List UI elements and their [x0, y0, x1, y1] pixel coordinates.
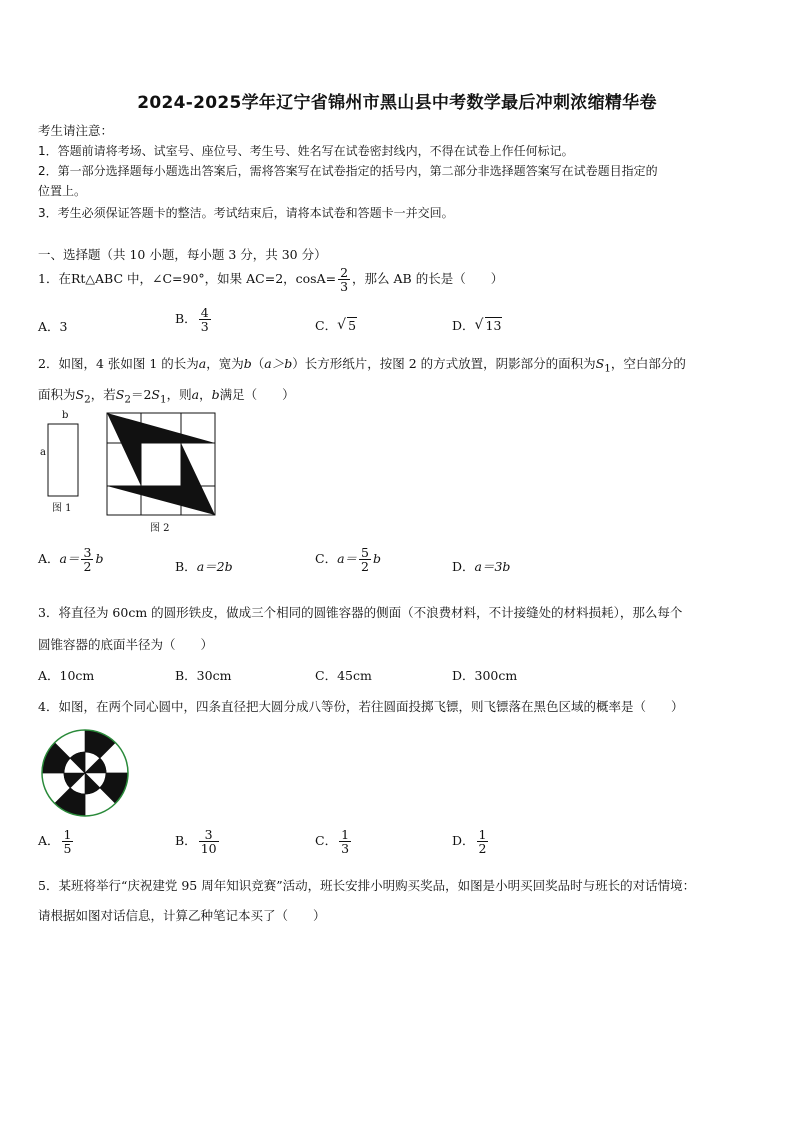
- q4-option-a[interactable]: A． $\frac{1}{5}$: [38, 827, 72, 857]
- q1-option-d[interactable]: D． √ 13: [452, 317, 502, 333]
- q2-fig1-label-b: b: [62, 410, 69, 421]
- q1-fraction: $\frac{2}{3}$: [340, 265, 349, 295]
- q2-fig1-caption: 图 1: [52, 503, 72, 514]
- q4-option-c[interactable]: C． $\frac{1}{3}$: [315, 827, 350, 857]
- question-3-stem-line1: 3．将直径为 60cm 的圆形铁皮，做成三个相同的圆锥容器的侧面（不浪费材料，不计接缝处的材料损耗），那么每个: [38, 605, 683, 620]
- page-title: 2024-2025学年辽宁省锦州市黑山县中考数学最后冲刺浓缩精华卷: [137, 93, 657, 113]
- notice-item-1: 1．答题前请将考场、试室号、座位号、考生号、姓名写在试卷密封线内，不得在试卷上作任何标记。: [38, 144, 574, 158]
- q1-stem-text: 1．在Rt△ABC 中，∠C=90°，如果 AC=2，cosA=: [38, 271, 337, 287]
- q2-figure-2: [105, 411, 220, 521]
- q1-option-a[interactable]: A．3: [38, 319, 68, 334]
- notice-heading: 考生请注意：: [38, 123, 114, 138]
- notice-item-2: 2．第一部分选择题每小题选出答案后，需将答案写在试卷指定的括号内，第二部分非选择题答案写在试卷题目指定的: [38, 164, 658, 178]
- q3-option-d[interactable]: D．300cm: [452, 668, 518, 683]
- question-1-stem: [38, 266, 503, 293]
- q1-option-c[interactable]: C． √ 5: [315, 317, 357, 333]
- q4-option-d[interactable]: D． $\frac{1}{2}$: [452, 827, 487, 857]
- q2-option-a[interactable]: A．a＝ $\frac{3}{2}$ b: [38, 545, 104, 575]
- q3-option-a[interactable]: A．10cm: [38, 668, 95, 683]
- notice-item-3: 3．考生必须保证答题卡的整洁。考试结束后，请将本试卷和答题卡一并交回。: [38, 206, 454, 220]
- question-5-stem-line2: 请根据如图对话信息，计算乙种笔记本买了（ ）: [38, 908, 326, 923]
- q2-option-b[interactable]: B．a＝2b: [175, 559, 233, 574]
- q2-fig2-caption: 图 2: [150, 523, 170, 534]
- question-2-stem-line2: 面积为$S_2$，若$S_2=2S_1$，则a，b满足（ ）: [38, 387, 295, 406]
- q1-stem-text-end: ，那么 AB 的长是（ ）: [352, 271, 504, 287]
- q4-concentric-circles-figure: [40, 728, 130, 818]
- section-heading: 一、选择题（共 10 小题，每小题 3 分，共 30 分）: [38, 247, 327, 262]
- notice-item-2-cont: 位置上。: [38, 184, 87, 198]
- question-4-stem: 4．如图，在两个同心圆中，四条直径把大圆分成八等份，若往圆面投掷飞镖，则飞镖落在黑色区域的概率是（ ）: [38, 699, 684, 714]
- q3-option-b[interactable]: B．30cm: [175, 668, 232, 683]
- q4-option-b[interactable]: B． $\frac{3}{10}$: [175, 827, 217, 857]
- q2-option-c[interactable]: C．a＝ $\frac{5}{2}$ b: [315, 545, 381, 575]
- q3-option-c[interactable]: C．45cm: [315, 668, 372, 683]
- question-5-stem-line1: 5．某班将举行“庆祝建党 95 周年知识竞赛”活动，班长安排小明购买奖品，如图是小明买回奖品时与班长的对话情境：: [38, 878, 696, 893]
- q2-fig1-label-a: a: [40, 447, 46, 458]
- question-3-stem-line2: 圆锥容器的底面半径为（ ）: [38, 637, 214, 652]
- q2-option-d[interactable]: D．a＝3b: [452, 559, 511, 574]
- question-2-stem-line1: 2．如图，4 张如图 1 的长为a，宽为b（a＞b）长方形纸片，按图 2 的方式放置，阴影部分的面积为$S_1$，空白部分的: [38, 356, 686, 375]
- q1-option-b[interactable]: B． $\frac{4}{3}$: [175, 305, 209, 335]
